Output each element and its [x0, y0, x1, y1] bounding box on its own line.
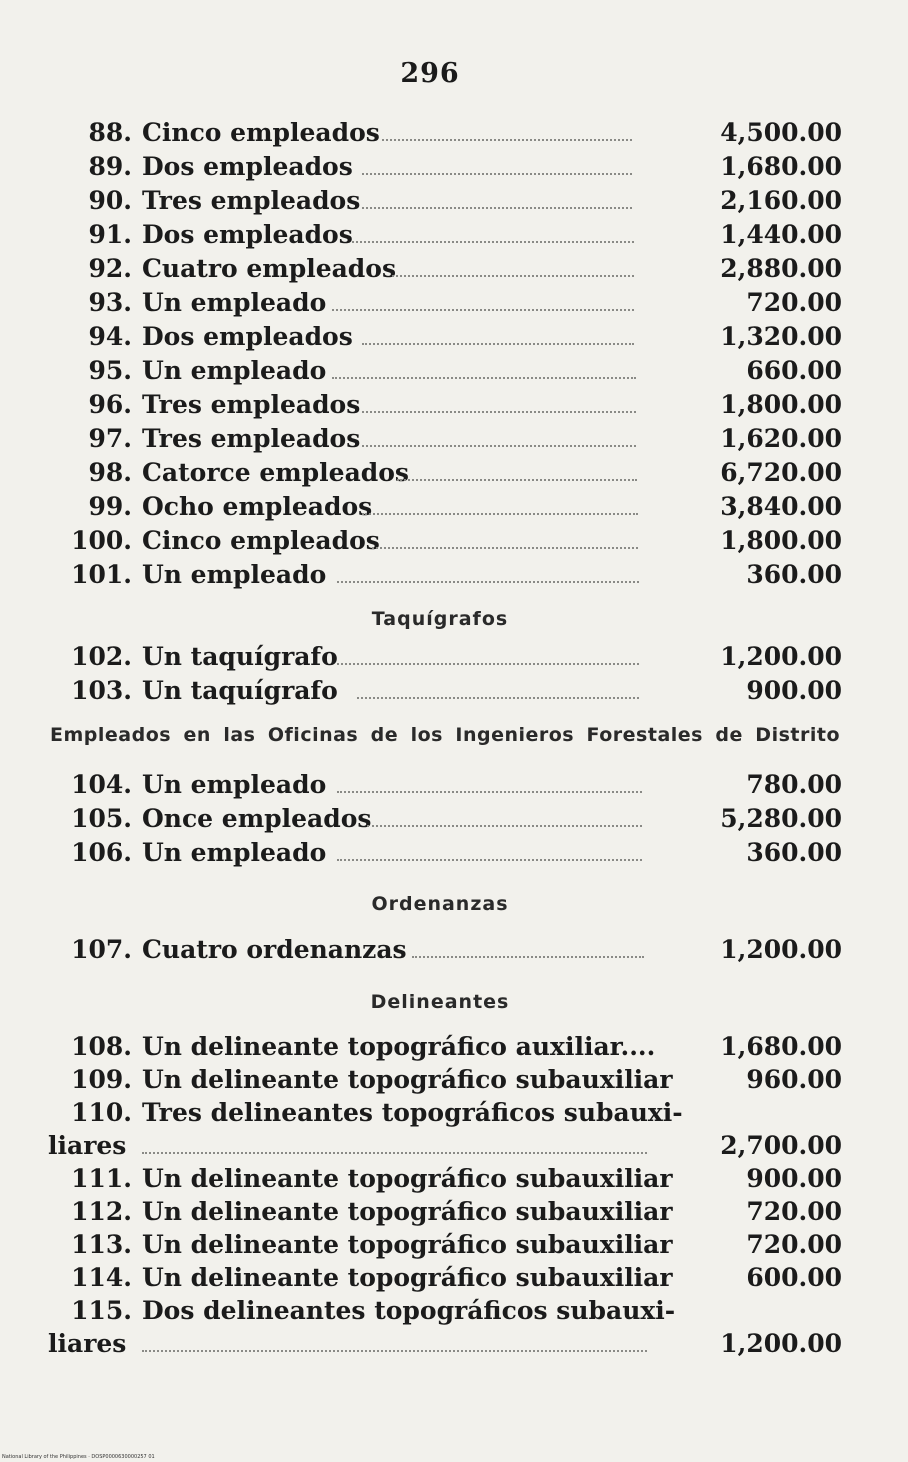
- item-description: Dos delineantes topográficos subauxi-: [142, 1296, 676, 1325]
- item-number: 88.: [88, 118, 132, 147]
- item-amount: 900.00: [746, 1164, 842, 1193]
- item-number: 114.: [71, 1263, 132, 1292]
- section-heading-empleados-oficinas: Empleados en las Oficinas de los Ingenieros Forestales de Distrito: [50, 724, 840, 746]
- item-amount: 1,200.00: [720, 1329, 842, 1358]
- item-amount: 6,720.00: [720, 458, 842, 487]
- list-item: [52, 150, 842, 183]
- dot-leader: [142, 1327, 647, 1360]
- dot-leader: [337, 768, 642, 801]
- item-number: 103.: [71, 676, 132, 705]
- item-number: 89.: [88, 152, 132, 181]
- item-description: Un empleado: [142, 560, 327, 589]
- item-description: Dos empleados: [142, 322, 353, 351]
- item-number: 94.: [88, 322, 132, 351]
- list-item: [52, 802, 842, 835]
- item-amount: 1,800.00: [720, 526, 842, 555]
- list-item: [52, 422, 842, 455]
- item-amount: 1,680.00: [720, 152, 842, 181]
- list-item: [52, 1030, 842, 1063]
- dot-leader: [382, 116, 632, 149]
- item-number: 112.: [71, 1197, 132, 1226]
- item-amount: 780.00: [746, 770, 842, 799]
- item-number: 106.: [71, 838, 132, 867]
- item-amount: 1,620.00: [720, 424, 842, 453]
- item-amount: 4,500.00: [720, 118, 842, 147]
- item-amount: 1,320.00: [720, 322, 842, 351]
- item-number: 92.: [88, 254, 132, 283]
- section-heading-ordenanzas: Ordenanzas: [371, 893, 509, 915]
- item-amount: 2,700.00: [720, 1131, 842, 1160]
- item-description: Tres empleados: [142, 424, 361, 453]
- list-item: [52, 1162, 842, 1195]
- dot-leader: [362, 320, 634, 353]
- item-number: 95.: [88, 356, 132, 385]
- item-amount: 1,800.00: [720, 390, 842, 419]
- dot-leader: [332, 286, 634, 319]
- item-description: Un delineante topográfico subauxiliar: [142, 1164, 673, 1193]
- item-number: 97.: [88, 424, 132, 453]
- library-credit: National Library of the Philippines · DOSP0000630000257 01: [2, 1454, 155, 1460]
- item-description: Ocho empleados: [142, 492, 373, 521]
- item-number: 101.: [71, 560, 132, 589]
- item-amount: 2,880.00: [720, 254, 842, 283]
- list-item: [52, 388, 842, 421]
- list-item: [52, 1261, 842, 1294]
- item-amount: 3,840.00: [720, 492, 842, 521]
- list-item: [52, 184, 842, 217]
- item-number: 109.: [71, 1065, 132, 1094]
- dot-leader: [397, 456, 637, 489]
- item-number: 110.: [71, 1098, 132, 1127]
- item-number: 113.: [71, 1230, 132, 1259]
- item-amount: 2,160.00: [720, 186, 842, 215]
- item-number: 91.: [88, 220, 132, 249]
- item-amount: 960.00: [746, 1065, 842, 1094]
- item-number: 108.: [71, 1032, 132, 1061]
- dot-leader: [367, 802, 642, 835]
- item-amount: 720.00: [746, 288, 842, 317]
- item-amount: 720.00: [746, 1197, 842, 1226]
- item-description: Un delineante topográfico auxiliar....: [142, 1032, 656, 1061]
- item-description: Un delineante topográfico subauxiliar: [142, 1065, 673, 1094]
- dot-leader: [412, 933, 644, 966]
- list-item: [52, 1063, 842, 1096]
- item-number: 102.: [71, 642, 132, 671]
- list-item: [52, 286, 842, 319]
- item-description: Un empleado: [142, 356, 327, 385]
- dot-leader: [362, 184, 632, 217]
- item-description: Dos empleados: [142, 220, 353, 249]
- item-number: 96.: [88, 390, 132, 419]
- item-number: 115.: [71, 1296, 132, 1325]
- list-item: [52, 768, 842, 801]
- item-amount: 1,680.00: [720, 1032, 842, 1061]
- item-number: 90.: [88, 186, 132, 215]
- dot-leader: [337, 640, 639, 673]
- item-description: Un delineante topográfico subauxiliar: [142, 1197, 673, 1226]
- list-item: [52, 933, 842, 966]
- list-item: [52, 640, 842, 673]
- item-amount: 720.00: [746, 1230, 842, 1259]
- list-item: [52, 456, 842, 489]
- list-item: [52, 836, 842, 869]
- dot-leader: [357, 674, 639, 707]
- item-description-continuation: liares: [48, 1329, 127, 1358]
- item-description-continuation: liares: [48, 1131, 127, 1160]
- list-item: [52, 116, 842, 149]
- item-description: Tres empleados: [142, 390, 361, 419]
- dot-leader: [332, 354, 636, 387]
- list-item: [52, 674, 842, 707]
- item-description: Dos empleados: [142, 152, 353, 181]
- list-item: [52, 524, 842, 557]
- item-number: 98.: [88, 458, 132, 487]
- item-amount: 900.00: [746, 676, 842, 705]
- item-description: Once empleados: [142, 804, 372, 833]
- item-description: Cuatro empleados: [142, 254, 397, 283]
- list-item: [52, 1096, 842, 1129]
- item-number: 111.: [71, 1164, 132, 1193]
- item-amount: 600.00: [746, 1263, 842, 1292]
- list-item: [52, 218, 842, 251]
- list-item-continuation: [48, 1327, 842, 1360]
- section-heading-taquigrafos: Taquígrafos: [371, 608, 509, 630]
- item-description: Un delineante topográfico subauxiliar: [142, 1263, 673, 1292]
- list-item: [52, 490, 842, 523]
- list-item: [52, 1195, 842, 1228]
- list-item: [52, 1228, 842, 1261]
- dot-leader: [337, 836, 642, 869]
- list-item: [52, 354, 842, 387]
- item-amount: 1,200.00: [720, 642, 842, 671]
- item-description: Un taquígrafo: [142, 642, 338, 671]
- item-description: Cinco empleados: [142, 118, 380, 147]
- item-amount: 660.00: [746, 356, 842, 385]
- page-number: 296: [400, 58, 460, 89]
- list-item: [52, 558, 842, 591]
- dot-leader: [142, 1129, 647, 1162]
- item-number: 107.: [71, 935, 132, 964]
- item-description: Un delineante topográfico subauxiliar: [142, 1230, 673, 1259]
- item-description: Tres delineantes topográficos subauxi-: [142, 1098, 683, 1127]
- item-amount: 1,440.00: [720, 220, 842, 249]
- list-item: [52, 1294, 842, 1327]
- item-description: Un empleado: [142, 838, 327, 867]
- dot-leader: [362, 490, 638, 523]
- item-number: 99.: [88, 492, 132, 521]
- dot-leader: [372, 524, 638, 557]
- item-description: Cuatro ordenanzas: [142, 935, 407, 964]
- item-description: Un empleado: [142, 288, 327, 317]
- list-item-continuation: [48, 1129, 842, 1162]
- list-item: [52, 252, 842, 285]
- item-description: Un taquígrafo: [142, 676, 338, 705]
- item-amount: 1,200.00: [720, 935, 842, 964]
- item-description: Tres empleados: [142, 186, 361, 215]
- dot-leader: [362, 422, 636, 455]
- item-description: Catorce empleados: [142, 458, 409, 487]
- dot-leader: [352, 218, 634, 251]
- item-amount: 360.00: [746, 560, 842, 589]
- item-number: 93.: [88, 288, 132, 317]
- item-description: Cinco empleados: [142, 526, 380, 555]
- item-number: 100.: [71, 526, 132, 555]
- item-number: 105.: [71, 804, 132, 833]
- dot-leader: [392, 252, 634, 285]
- item-amount: 360.00: [746, 838, 842, 867]
- item-description: Un empleado: [142, 770, 327, 799]
- item-amount: 5,280.00: [720, 804, 842, 833]
- dot-leader: [362, 388, 636, 421]
- item-number: 104.: [71, 770, 132, 799]
- list-item: [52, 320, 842, 353]
- section-heading-delineantes: Delineantes: [370, 991, 510, 1013]
- dot-leader: [337, 558, 639, 591]
- dot-leader: [362, 150, 632, 183]
